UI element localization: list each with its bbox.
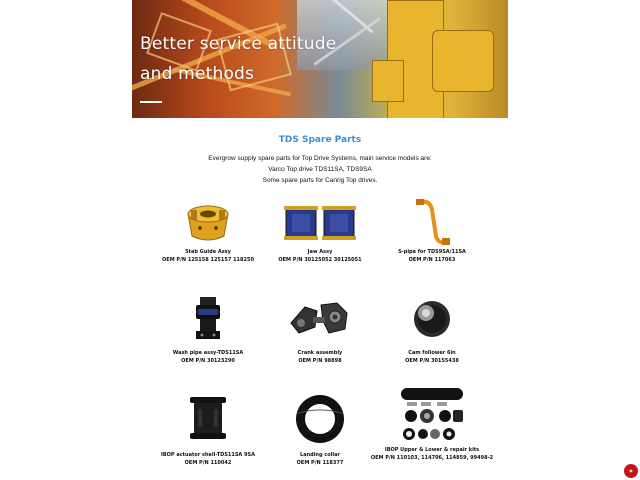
product-oem: OEM P/N 30155438 — [405, 358, 459, 364]
product-name: Stab Guide Assy — [185, 249, 231, 255]
product-oem: OEM P/N 117063 — [408, 257, 456, 263]
intro-line-3: Some spare parts for Canrig Top drives. — [262, 177, 378, 184]
product-oem: OEM P/N 118377 — [296, 460, 344, 466]
product-name: Jaw Assy — [307, 249, 333, 255]
product-oem: OEM P/N 30123290 — [181, 358, 235, 364]
wash-pipe-icon — [178, 293, 238, 345]
product-card[interactable] — [357, 196, 507, 264]
product-card[interactable] — [357, 293, 507, 365]
product-name: Landing collar — [300, 452, 340, 458]
watermark-badge: ◉ — [624, 464, 638, 478]
product-oem: OEM P/N 110042 — [184, 460, 232, 466]
section-title: TDS Spare Parts — [278, 135, 362, 145]
product-oem: OEM P/N 30125052 30125051 — [278, 257, 362, 263]
product-card[interactable] — [357, 386, 507, 462]
jaw-assy-icon — [280, 196, 360, 248]
product-name: Wash pipe assy-TDS11SA — [172, 350, 244, 356]
ibop-actuator-shell-icon — [178, 393, 238, 445]
s-pipe-icon — [402, 196, 462, 248]
hero-headline-line1: Better service attitude — [140, 34, 337, 54]
landing-collar-icon — [290, 393, 350, 445]
ibop-repair-kits-icon — [397, 386, 467, 446]
hero-headline-line2: and methods — [140, 64, 255, 84]
product-name: Cam follower 6in — [408, 350, 456, 356]
hero-banner — [132, 0, 508, 118]
cam-follower-icon — [402, 293, 462, 345]
intro-line-1: Evergrow supply spare parts for Top Drive Systems, main service models are: — [208, 155, 432, 162]
product-oem: OEM P/N 125158 125157 118250 — [162, 257, 254, 263]
product-name: IBOP actuator shell-TDS11SA 9SA — [161, 452, 255, 458]
stab-guide-icon — [178, 196, 238, 248]
intro-line-2: Varco Top drive TDS11SA, TDS9SA — [268, 166, 372, 173]
product-name: S-pipe for TDS9SA/11SA — [398, 249, 466, 255]
hero-divider — [140, 101, 162, 103]
product-oem: OEM P/N 110103, 114706, 114859, 99498-2 — [370, 455, 494, 461]
crank-assembly-icon — [285, 293, 355, 345]
product-name: Crank assembly — [297, 350, 343, 356]
product-oem: OEM P/N 98898 — [298, 358, 342, 364]
product-name: IBOP Upper & Lower & repair kits — [384, 447, 480, 453]
